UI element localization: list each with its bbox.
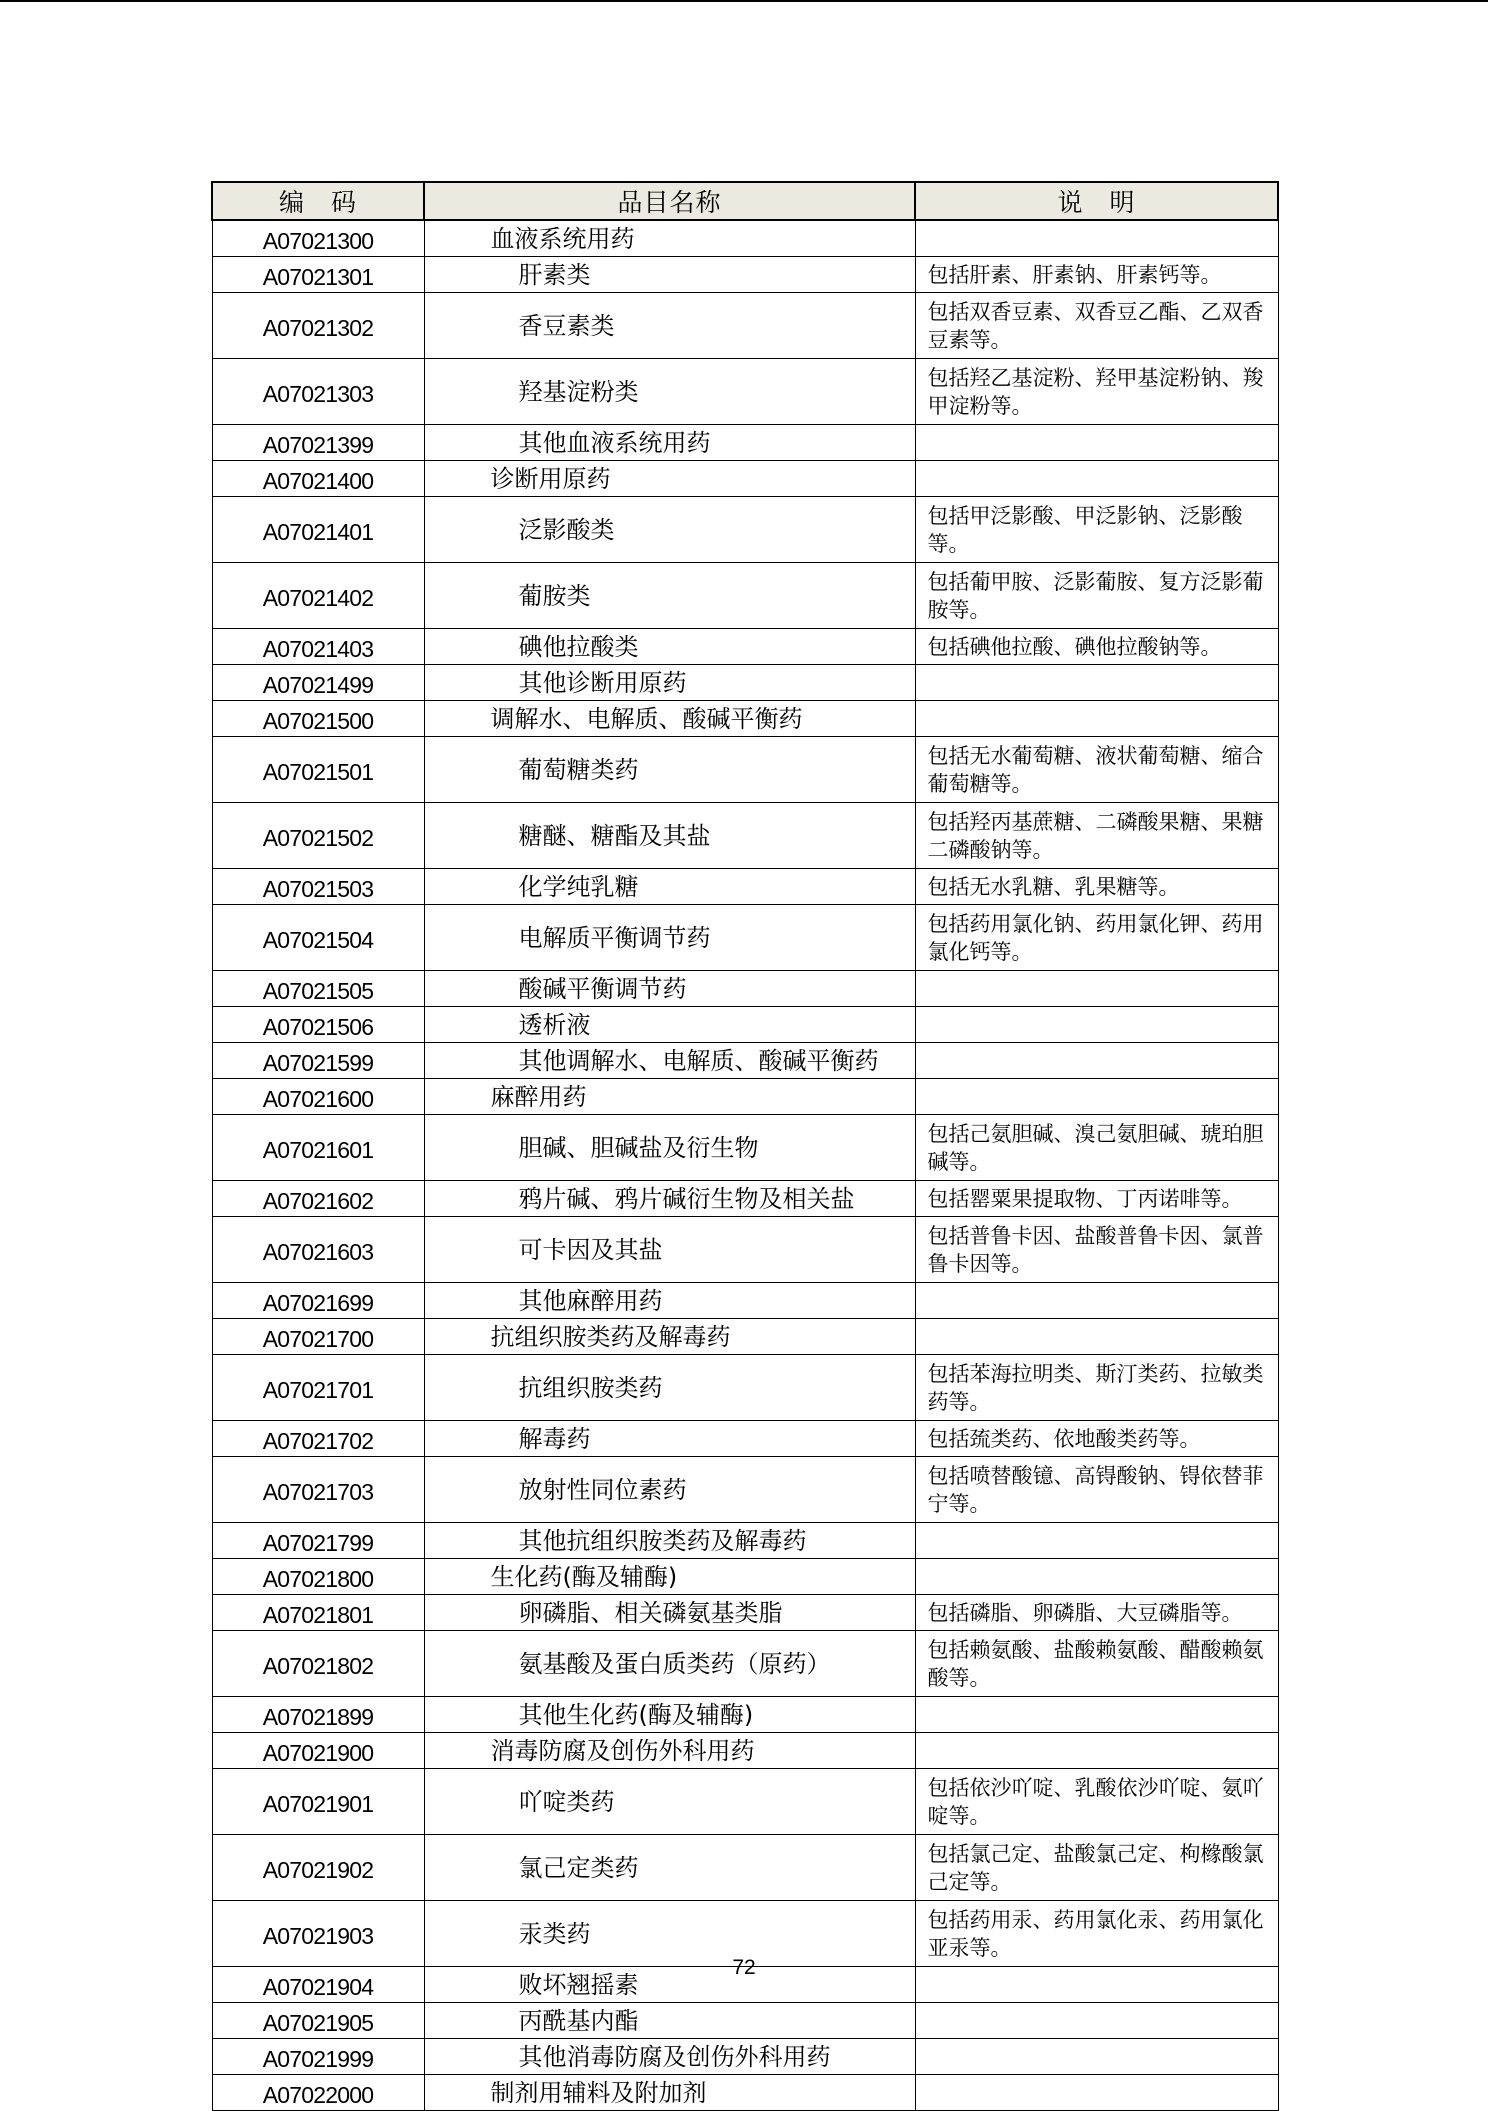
- row-name: 可卡因及其盐: [424, 1217, 915, 1283]
- row-name: 其他调解水、电解质、酸碱平衡药: [424, 1043, 915, 1079]
- row-name: 汞类药: [424, 1901, 915, 1967]
- header-desc: 说 明: [915, 182, 1278, 220]
- row-description: 包括甲泛影酸、甲泛影钠、泛影酸等。: [915, 497, 1278, 563]
- table-row: [212, 425, 1278, 461]
- row-name: 吖啶类药: [424, 1769, 915, 1835]
- row-code: A07021999: [212, 2039, 424, 2075]
- row-description: 包括肝素、肝素钠、肝素钙等。: [915, 257, 1278, 293]
- row-name: 其他消毒防腐及创伤外科用药: [424, 2039, 915, 2075]
- row-description: 包括罂粟果提取物、丁丙诺啡等。: [915, 1181, 1278, 1217]
- row-description: 包括磷脂、卵磷脂、大豆磷脂等。: [915, 1595, 1278, 1631]
- row-description: [915, 1283, 1278, 1319]
- table-row: [212, 1007, 1278, 1043]
- table-row: [212, 1181, 1278, 1217]
- row-description: 包括葡甲胺、泛影葡胺、复方泛影葡胺等。: [915, 563, 1278, 629]
- row-name: 制剂用辅料及附加剂: [424, 2075, 915, 2111]
- row-code: A07021801: [212, 1595, 424, 1631]
- page-number: 72: [732, 1956, 756, 1979]
- row-name: 卵磷脂、相关磷氨基类脂: [424, 1595, 915, 1631]
- row-name: 放射性同位素药: [424, 1457, 915, 1523]
- row-name: 羟基淀粉类: [424, 359, 915, 425]
- row-description: 包括己氨胆碱、溴己氨胆碱、琥珀胆碱等。: [915, 1115, 1278, 1181]
- table-row: [212, 1457, 1278, 1523]
- table-row: [212, 1559, 1278, 1595]
- row-name: 其他抗组织胺类药及解毒药: [424, 1523, 915, 1559]
- header-code: 编 码: [212, 182, 424, 220]
- table-row: [212, 220, 1278, 257]
- row-name: 解毒药: [424, 1421, 915, 1457]
- row-name: 其他生化药(酶及辅酶): [424, 1697, 915, 1733]
- row-code: A07021800: [212, 1559, 424, 1595]
- row-code: A07021402: [212, 563, 424, 629]
- table-row: [212, 461, 1278, 497]
- row-description: [915, 1043, 1278, 1079]
- row-code: A07021503: [212, 869, 424, 905]
- row-description: 包括无水葡萄糖、液状葡萄糖、缩合葡萄糖等。: [915, 737, 1278, 803]
- table-row: [212, 1523, 1278, 1559]
- row-description: 包括依沙吖啶、乳酸依沙吖啶、氨吖啶等。: [915, 1769, 1278, 1835]
- row-name: 其他诊断用原药: [424, 665, 915, 701]
- top-border-line: [0, 0, 1488, 2]
- row-description: [915, 701, 1278, 737]
- table-row: [212, 359, 1278, 425]
- row-description: [915, 2003, 1278, 2039]
- table-row: [212, 1043, 1278, 1079]
- row-code: A07021499: [212, 665, 424, 701]
- row-name: 香豆素类: [424, 293, 915, 359]
- table-row: [212, 2039, 1278, 2075]
- row-name: 麻醉用药: [424, 1079, 915, 1115]
- row-description: [915, 461, 1278, 497]
- row-description: 包括碘他拉酸、碘他拉酸钠等。: [915, 629, 1278, 665]
- table-row: [212, 701, 1278, 737]
- row-code: A07021403: [212, 629, 424, 665]
- row-description: [915, 425, 1278, 461]
- row-name: 葡胺类: [424, 563, 915, 629]
- row-code: A07021903: [212, 1901, 424, 1967]
- row-code: A07021504: [212, 905, 424, 971]
- row-description: [915, 1733, 1278, 1769]
- row-name: 抗组织胺类药及解毒药: [424, 1319, 915, 1355]
- table-row: [212, 1631, 1278, 1697]
- row-code: A07021599: [212, 1043, 424, 1079]
- row-code: A07021601: [212, 1115, 424, 1181]
- row-name: 丙酰基内酯: [424, 2003, 915, 2039]
- row-description: 包括无水乳糖、乳果糖等。: [915, 869, 1278, 905]
- row-code: A07021700: [212, 1319, 424, 1355]
- row-name: 鸦片碱、鸦片碱衍生物及相关盐: [424, 1181, 915, 1217]
- row-name: 糖醚、糖酯及其盐: [424, 803, 915, 869]
- row-description: [915, 2075, 1278, 2111]
- row-name: 生化药(酶及辅酶): [424, 1559, 915, 1595]
- row-code: A07021904: [212, 1967, 424, 2003]
- row-code: A07021401: [212, 497, 424, 563]
- row-name: 碘他拉酸类: [424, 629, 915, 665]
- row-code: A07021799: [212, 1523, 424, 1559]
- row-name: 胆碱、胆碱盐及衍生物: [424, 1115, 915, 1181]
- row-code: A07021802: [212, 1631, 424, 1697]
- row-code: A07021300: [212, 220, 424, 257]
- table-row: [212, 1835, 1278, 1901]
- row-description: 包括氯己定、盐酸氯己定、枸橼酸氯己定等。: [915, 1835, 1278, 1901]
- row-description: [915, 1523, 1278, 1559]
- row-code: A07021501: [212, 737, 424, 803]
- row-name: 其他麻醉用药: [424, 1283, 915, 1319]
- row-description: [915, 1007, 1278, 1043]
- table-body: [212, 220, 1278, 2111]
- table-row: [212, 1217, 1278, 1283]
- table-row: [212, 869, 1278, 905]
- row-name: 抗组织胺类药: [424, 1355, 915, 1421]
- row-code: A07021602: [212, 1181, 424, 1217]
- header-name: 品目名称: [424, 182, 915, 220]
- row-name: 诊断用原药: [424, 461, 915, 497]
- row-code: A07021302: [212, 293, 424, 359]
- row-code: A07021500: [212, 701, 424, 737]
- table-row: [212, 1355, 1278, 1421]
- row-code: A07021901: [212, 1769, 424, 1835]
- row-code: A07021400: [212, 461, 424, 497]
- table-row: [212, 563, 1278, 629]
- row-description: 包括羟乙基淀粉、羟甲基淀粉钠、羧甲淀粉等。: [915, 359, 1278, 425]
- table-row: [212, 1595, 1278, 1631]
- table-row: [212, 1319, 1278, 1355]
- row-name: 肝素类: [424, 257, 915, 293]
- row-name: 氯己定类药: [424, 1835, 915, 1901]
- table-row: [212, 737, 1278, 803]
- row-name: 酸碱平衡调节药: [424, 971, 915, 1007]
- row-name: 调解水、电解质、酸碱平衡药: [424, 701, 915, 737]
- row-name: 化学纯乳糖: [424, 869, 915, 905]
- row-code: A07021899: [212, 1697, 424, 1733]
- row-description: 包括普鲁卡因、盐酸普鲁卡因、氯普鲁卡因等。: [915, 1217, 1278, 1283]
- table-row: [212, 2075, 1278, 2111]
- table-row: [212, 629, 1278, 665]
- row-code: A07021902: [212, 1835, 424, 1901]
- row-code: A07021701: [212, 1355, 424, 1421]
- table-row: [212, 971, 1278, 1007]
- table-row: [212, 1697, 1278, 1733]
- table-row: [212, 1079, 1278, 1115]
- row-description: [915, 1697, 1278, 1733]
- row-name: 其他血液系统用药: [424, 425, 915, 461]
- row-description: 包括药用汞、药用氯化汞、药用氯化亚汞等。: [915, 1901, 1278, 1967]
- table-header-row: [212, 182, 1278, 220]
- table-row: [212, 1421, 1278, 1457]
- row-description: [915, 971, 1278, 1007]
- row-name: 败坏翘摇素: [424, 1967, 915, 2003]
- row-description: [915, 665, 1278, 701]
- row-description: [915, 1319, 1278, 1355]
- row-code: A07021703: [212, 1457, 424, 1523]
- row-description: [915, 1559, 1278, 1595]
- table-row: [212, 1283, 1278, 1319]
- row-code: A07021399: [212, 425, 424, 461]
- row-name: 电解质平衡调节药: [424, 905, 915, 971]
- table-row: [212, 905, 1278, 971]
- row-name: 消毒防腐及创伤外科用药: [424, 1733, 915, 1769]
- row-code: A07021506: [212, 1007, 424, 1043]
- row-code: A07021600: [212, 1079, 424, 1115]
- table-row: [212, 293, 1278, 359]
- row-code: A07022000: [212, 2075, 424, 2111]
- row-name: 氨基酸及蛋白质类药（原药）: [424, 1631, 915, 1697]
- row-code: A07021702: [212, 1421, 424, 1457]
- row-description: 包括赖氨酸、盐酸赖氨酸、醋酸赖氨酸等。: [915, 1631, 1278, 1697]
- row-code: A07021301: [212, 257, 424, 293]
- row-name: 葡萄糖类药: [424, 737, 915, 803]
- row-name: 血液系统用药: [424, 220, 915, 257]
- row-code: A07021905: [212, 2003, 424, 2039]
- row-name: 泛影酸类: [424, 497, 915, 563]
- table-row: [212, 803, 1278, 869]
- row-code: A07021603: [212, 1217, 424, 1283]
- row-description: [915, 1079, 1278, 1115]
- table-row: [212, 1115, 1278, 1181]
- catalog-table: [211, 181, 1279, 2111]
- row-code: A07021900: [212, 1733, 424, 1769]
- row-name: 透析液: [424, 1007, 915, 1043]
- row-description: 包括药用氯化钠、药用氯化钾、药用氯化钙等。: [915, 905, 1278, 971]
- row-description: 包括双香豆素、双香豆乙酯、乙双香豆素等。: [915, 293, 1278, 359]
- row-description: 包括羟丙基蔗糖、二磷酸果糖、果糖二磷酸钠等。: [915, 803, 1278, 869]
- row-code: A07021502: [212, 803, 424, 869]
- row-code: A07021699: [212, 1283, 424, 1319]
- table-row: [212, 1769, 1278, 1835]
- row-description: 包括巯类药、依地酸类药等。: [915, 1421, 1278, 1457]
- row-description: [915, 2039, 1278, 2075]
- table-row: [212, 2003, 1278, 2039]
- row-code: A07021505: [212, 971, 424, 1007]
- table-row: [212, 497, 1278, 563]
- table-row: [212, 1733, 1278, 1769]
- row-description: [915, 220, 1278, 257]
- row-code: A07021303: [212, 359, 424, 425]
- row-description: 包括苯海拉明类、斯汀类药、拉敏类药等。: [915, 1355, 1278, 1421]
- row-description: 包括喷替酸镱、高锝酸钠、锝依替菲宁等。: [915, 1457, 1278, 1523]
- table-row: [212, 665, 1278, 701]
- table-row: [212, 257, 1278, 293]
